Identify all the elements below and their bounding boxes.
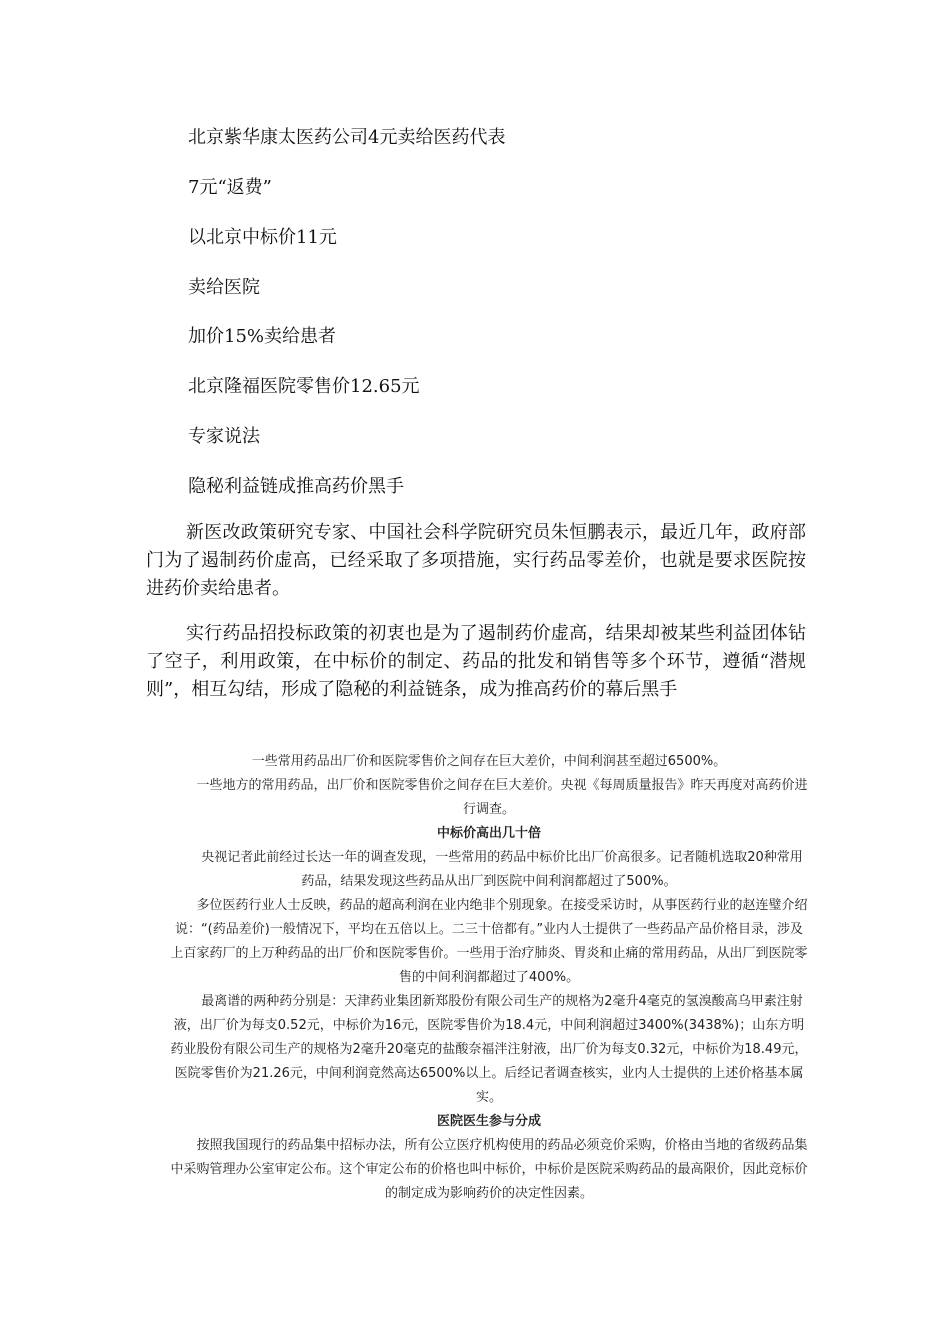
- flow-line-factory: 北京紫华康太医药公司4元卖给医药代表: [188, 127, 506, 148]
- article-paragraph-3: 最离谱的两种药分别是：天津药业集团新郑股份有限公司生产的规格为2毫升4毫克的氢溴酸高乌甲素注射液，出厂价为每支0.52元，中标价为16元，医院零售价为18.4元，中间利润超过3400%(3438%)；山东方明药业股份有限公司生产的规格为2毫升20毫克的盐酸奈福泮注射液，出厂价为每支0.32元，中标价为18.49元，医院零售价为21.26元，中间利润竟然高达6500%以上。后经记者调查核实，业内人士提供的上述价格基本属实。: [170, 994, 808, 1105]
- article-paragraph-2: 多位医药行业人士反映，药品的超高利润在业内绝非个别现象。在接受采访时，从事医药行业的赵连璧介绍说：“(药品差价)一般情况下，平均在五倍以上。二三十倍都有。”业内人士提供了一些药品产品价格目录，涉及上百家药厂的上万种药品的出厂价和医院零售价。一些用于治疗肺炎、胃炎和止痛的常用药品，从出厂到医院零售的中间利润都超过了400%。: [170, 898, 808, 985]
- flow-line-bid-price: 以北京中标价11元: [188, 227, 337, 248]
- news-article: [170, 750, 808, 1206]
- section-heading: 隐秘利益链成推高药价黑手: [188, 476, 404, 497]
- article-summary: 一些常用药品出厂价和医院零售价之间存在巨大差价，中间利润甚至超过6500%。: [251, 754, 727, 769]
- article-intro: 一些地方的常用药品，出厂价和医院零售价之间存在巨大差价。央视《每周质量报告》昨天再度对高药价进行调查。: [196, 778, 808, 817]
- article-heading-1: 中标价高出几十倍: [436, 826, 541, 841]
- flow-line-hospital: 卖给医院: [188, 277, 260, 298]
- expert-paragraph-1: 新医改政策研究专家、中国社会科学院研究员朱恒鹏表示，最近几年，政府部门为了遏制药价虚高，已经采取了多项措施，实行药品零差价，也就是要求医院按进药价卖给患者。: [146, 522, 806, 599]
- expert-heading: 专家说法: [188, 426, 260, 447]
- article-heading-2: 医院医生参与分成: [436, 1114, 541, 1129]
- expert-paragraph-2: 实行药品招投标政策的初衷也是为了遏制药价虚高，结果却被某些利益团体钻了空子，利用政策，在中标价的制定、药品的批发和销售等多个环节，遵循“潜规则”，相互勾结，形成了隐秘的利益链条，成为推高药价的幕后黑手: [146, 623, 806, 700]
- flow-line-retail-price: 北京隆福医院零售价12.65元: [188, 376, 420, 397]
- article-paragraph-1: 央视记者此前经过长达一年的调查发现，一些常用的药品中标价比出厂价高很多。记者随机选取20种常用药品，结果发现这些药品从出厂到医院中间利润都超过了500%。: [201, 850, 803, 889]
- flow-line-rebate: 7元“返费”: [188, 177, 272, 198]
- article-paragraph-4: 按照我国现行的药品集中招标办法，所有公立医疗机构使用的药品必须竞价采购，价格由当地的省级药品集中采购管理办公室审定公布。这个审定公布的价格也叫中标价，中标价是医院采购药品的最高限价，因此竞标价的制定成为影响药价的决定性因素。: [170, 1138, 808, 1201]
- flow-line-markup: 加价15%卖给患者: [188, 326, 337, 347]
